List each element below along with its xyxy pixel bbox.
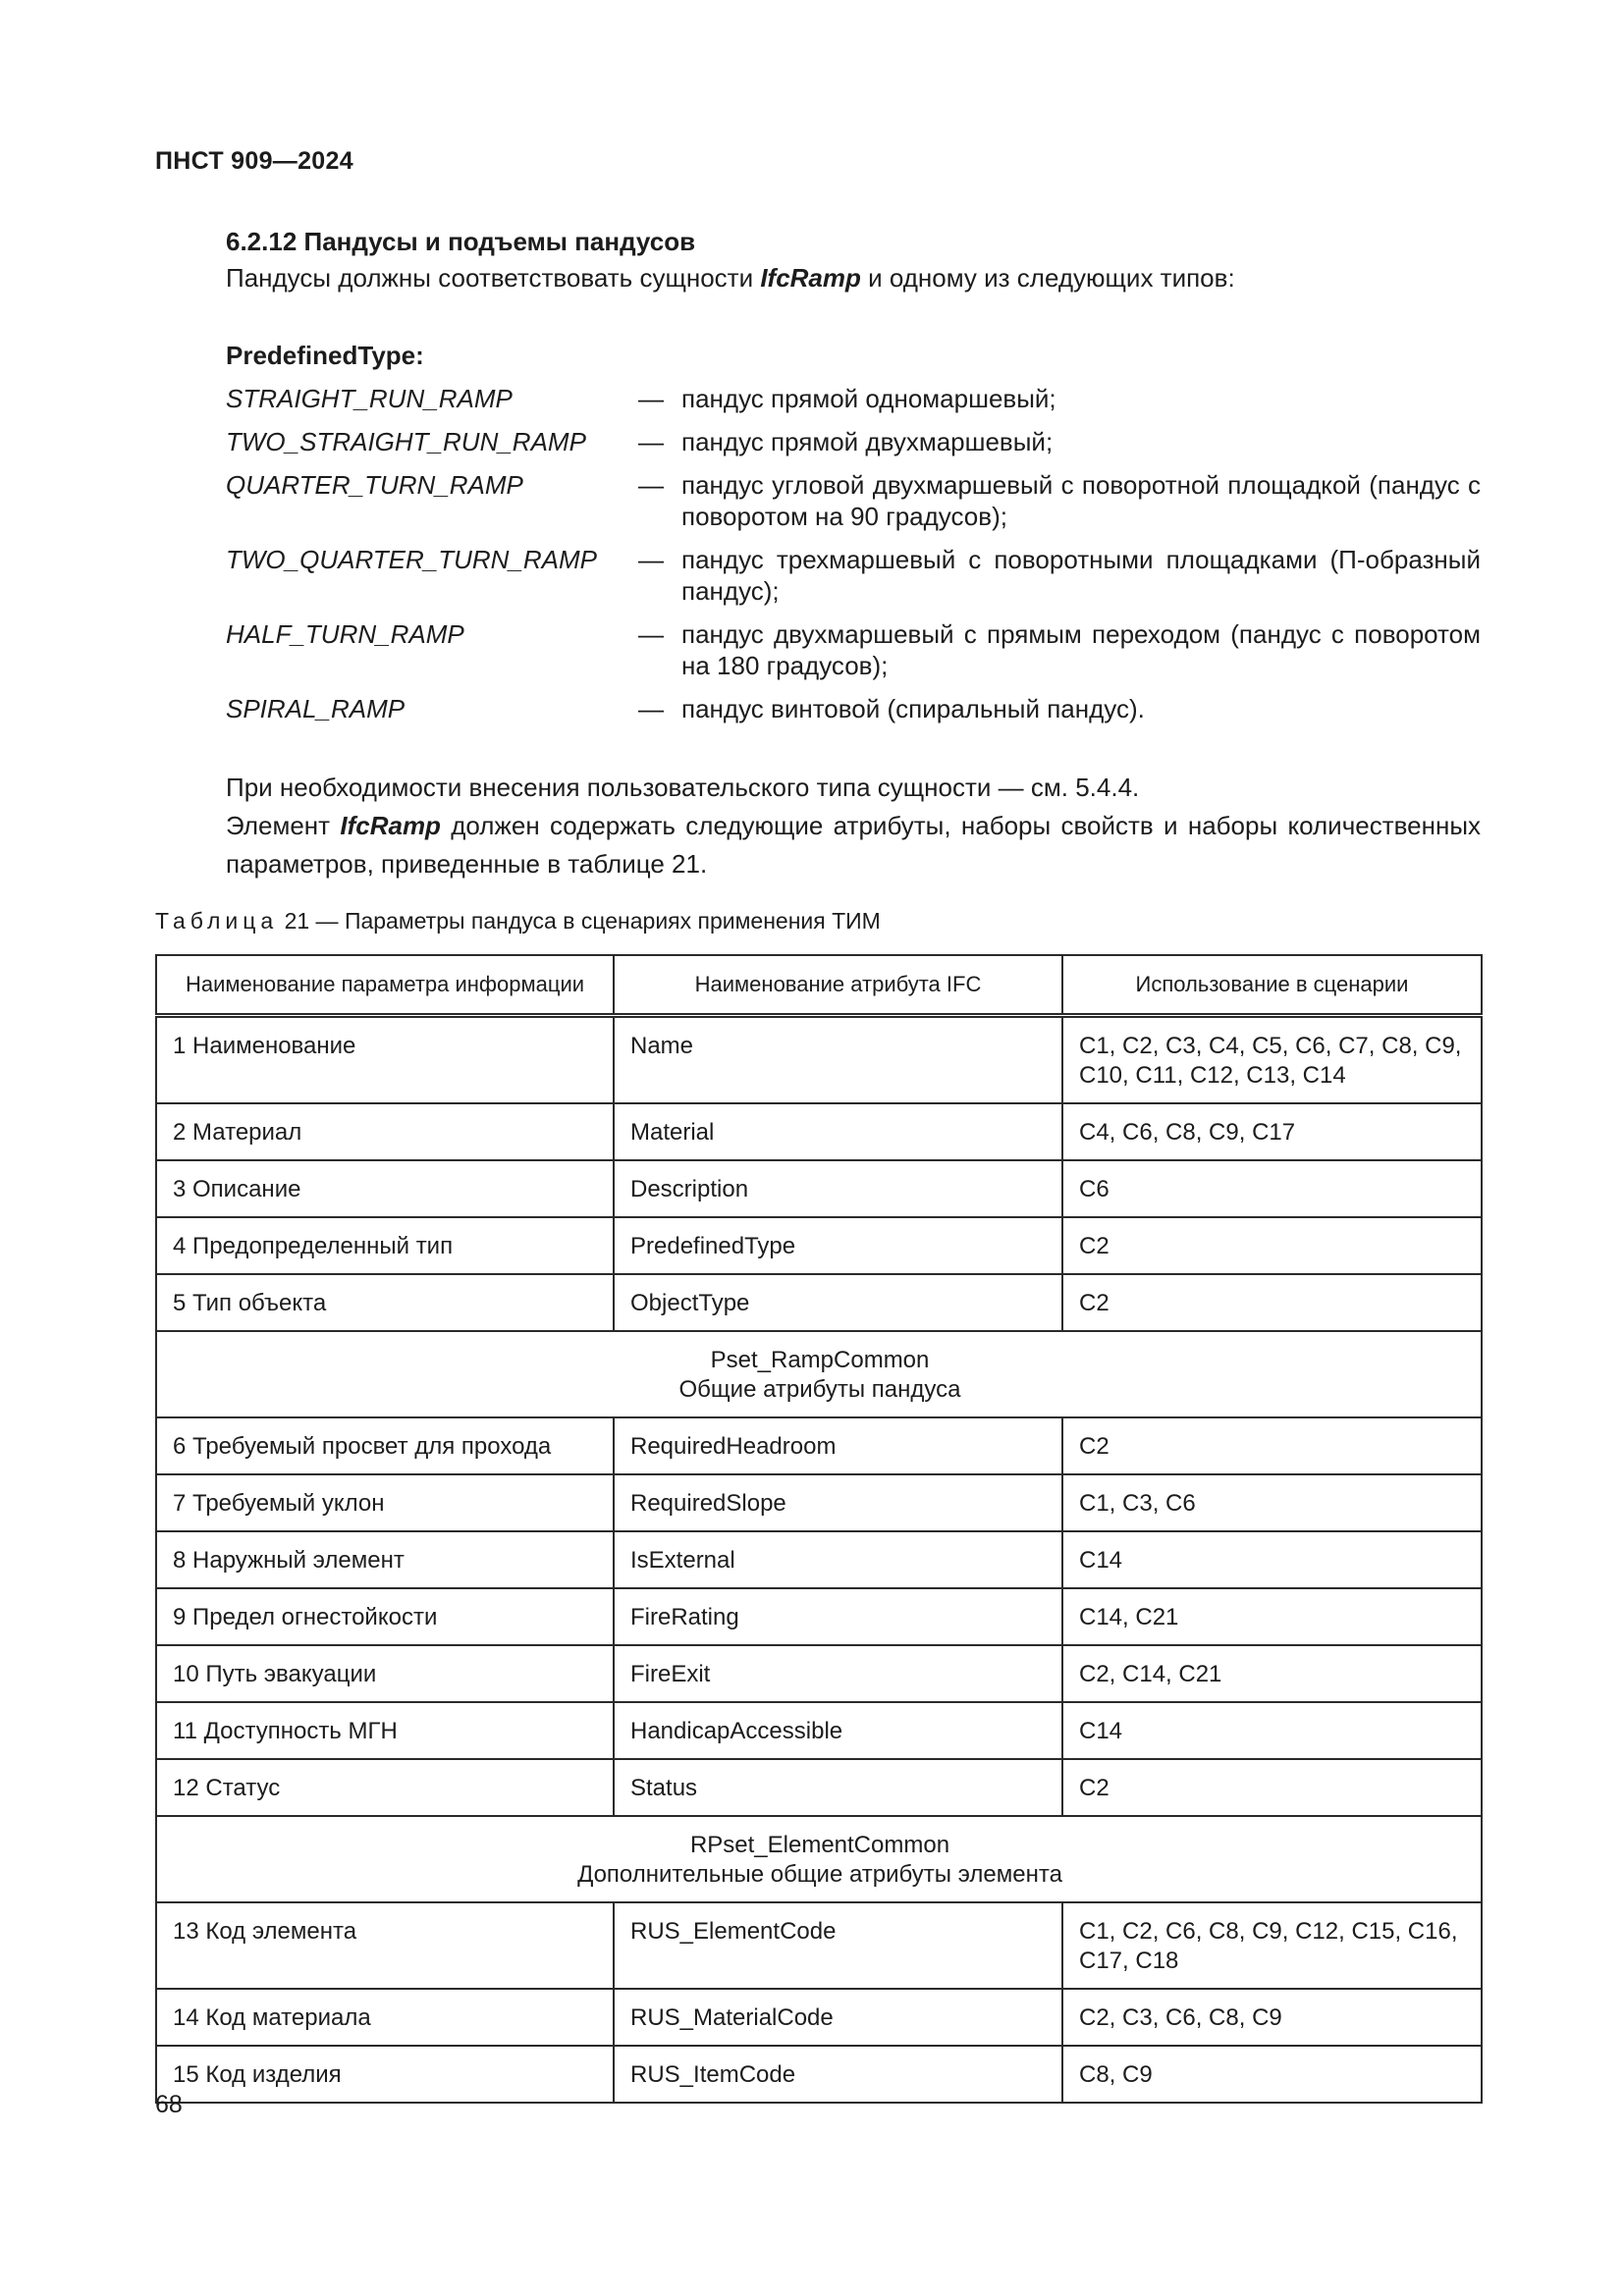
param-name-cell: 14 Код материала — [156, 1989, 614, 2046]
ifc-attribute-cell: RUS_ItemCode — [614, 2046, 1062, 2103]
entity-name: IfcRamp — [340, 811, 441, 840]
table-row — [156, 1274, 1482, 1331]
entity-name: IfcRamp — [760, 263, 861, 293]
param-name-cell: 2 Материал — [156, 1103, 614, 1160]
table-row — [156, 1902, 1482, 1989]
section-title: 6.2.12 Пандусы и подъемы пандусов — [226, 227, 696, 256]
ifc-attribute-cell: Description — [614, 1160, 1062, 1217]
ifc-attribute-cell: HandicapAccessible — [614, 1702, 1062, 1759]
parameters-table — [155, 954, 1483, 2104]
param-name-cell: 5 Тип объекта — [156, 1274, 614, 1331]
type-row — [226, 469, 1481, 532]
type-dash: — — [638, 384, 664, 413]
ifc-attribute-cell: ObjectType — [614, 1274, 1062, 1331]
intro-text-after: и одному из следующих типов: — [860, 263, 1235, 293]
type-name: TWO_STRAIGHT_RUN_RAMP — [226, 427, 586, 456]
type-description: пандус двухмаршевый с прямым переходом (пандус с поворотом на 180 градусов); — [681, 619, 1481, 680]
table-row — [156, 1417, 1482, 1474]
param-name-cell: 10 Путь эвакуации — [156, 1645, 614, 1702]
param-name-cell: 12 Статус — [156, 1759, 614, 1816]
section-intro — [226, 259, 1235, 296]
scenario-usage-cell: C2 — [1062, 1417, 1482, 1474]
type-name: TWO_QUARTER_TURN_RAMP — [226, 545, 598, 574]
param-name-cell: 8 Наружный элемент — [156, 1531, 614, 1588]
param-name-cell: 7 Требуемый уклон — [156, 1474, 614, 1531]
column-header: Наименование параметра информации — [156, 955, 614, 1016]
property-set-description: Общие атрибуты пандуса — [678, 1376, 961, 1403]
table-row — [156, 1217, 1482, 1274]
type-description: пандус трехмаршевый с поворотными площадками (П-образный пандус); — [681, 545, 1481, 606]
table-row — [156, 1702, 1482, 1759]
scenario-usage-cell: C14 — [1062, 1702, 1482, 1759]
column-header: Наименование атрибута IFC — [614, 955, 1062, 1016]
ifc-attribute-cell: RUS_MaterialCode — [614, 1989, 1062, 2046]
type-dash: — — [638, 470, 664, 500]
scenario-usage-cell: C1, C2, C3, C4, C5, C6, C7, C8, C9, C10, C11, C12, C13, C14 — [1062, 1016, 1482, 1104]
param-name-cell: 6 Требуемый просвет для прохода — [156, 1417, 614, 1474]
type-row — [226, 693, 1481, 724]
table-caption-text: 21 — Параметры пандуса в сценариях применения ТИМ — [278, 908, 881, 934]
table-caption — [155, 908, 881, 934]
scenario-usage-cell: C2 — [1062, 1274, 1482, 1331]
body-paragraph-custom-type: При необходимости внесения пользовательского типа сущности — см. 5.4.4. — [226, 773, 1140, 802]
scenario-usage-cell: C2 — [1062, 1759, 1482, 1816]
table-row — [156, 1989, 1482, 2046]
scenario-usage-cell: C14 — [1062, 1531, 1482, 1588]
type-row — [226, 383, 1481, 414]
property-set-name: RPset_ElementCommon — [689, 1832, 950, 1858]
type-name: HALF_TURN_RAMP — [226, 619, 464, 649]
type-dash: — — [638, 545, 664, 574]
type-row — [226, 618, 1481, 681]
type-dash: — — [638, 619, 664, 649]
param-name-cell: 1 Наименование — [156, 1016, 614, 1104]
ifc-attribute-cell: PredefinedType — [614, 1217, 1062, 1274]
para2-text-before: Элемент — [226, 811, 341, 840]
param-name-cell: 11 Доступность МГН — [156, 1702, 614, 1759]
param-name-cell: 13 Код элемента — [156, 1902, 614, 1989]
type-dash: — — [638, 694, 664, 723]
ifc-attribute-cell: RequiredSlope — [614, 1474, 1062, 1531]
param-name-cell: 4 Предопределенный тип — [156, 1217, 614, 1274]
scenario-usage-cell: C14, C21 — [1062, 1588, 1482, 1645]
para2-text-after: должен содержать следующие атрибуты, наборы свойств и наборы количественных параметров, приведенные в таблице 21. — [226, 811, 1482, 879]
table-row — [156, 1645, 1482, 1702]
ifc-attribute-cell: FireRating — [614, 1588, 1062, 1645]
property-set-group-cell — [156, 1816, 1482, 1902]
body-paragraph-attributes — [226, 807, 1481, 883]
document-code-header: ПНСТ 909—2024 — [155, 147, 353, 175]
type-name: STRAIGHT_RUN_RAMP — [226, 384, 513, 413]
property-set-description: Дополнительные общие атрибуты элемента — [577, 1861, 1062, 1888]
type-name: QUARTER_TURN_RAMP — [226, 470, 523, 500]
table-row — [156, 1103, 1482, 1160]
type-description: пандус угловой двухмаршевый с поворотной площадкой (пандус с поворотом на 90 градусов); — [681, 470, 1481, 531]
table-row — [156, 1016, 1482, 1104]
ifc-attribute-cell: IsExternal — [614, 1531, 1062, 1588]
body-text — [226, 769, 1481, 883]
scenario-usage-cell: C1, C2, C6, C8, C9, C12, C15, C16, C17, C18 — [1062, 1902, 1482, 1989]
table-row — [156, 1588, 1482, 1645]
scenario-usage-cell: C2 — [1062, 1217, 1482, 1274]
predefined-type-heading: PredefinedType: — [226, 341, 424, 370]
type-dash: — — [638, 427, 664, 456]
type-row — [226, 544, 1481, 607]
column-header: Использование в сценарии — [1062, 955, 1482, 1016]
table-header-row — [156, 955, 1482, 1016]
page-number: 68 — [155, 2091, 183, 2118]
ifc-attribute-cell: Material — [614, 1103, 1062, 1160]
scenario-usage-cell: C8, C9 — [1062, 2046, 1482, 2103]
type-description: пандус прямой одномаршевый; — [681, 384, 1056, 413]
table-caption-word: Таблица — [155, 908, 279, 934]
ifc-attribute-cell: FireExit — [614, 1645, 1062, 1702]
type-name: SPIRAL_RAMP — [226, 694, 406, 723]
table-row — [156, 1531, 1482, 1588]
table-row — [156, 1160, 1482, 1217]
param-name-cell: 9 Предел огнестойкости — [156, 1588, 614, 1645]
predefined-type-list — [226, 383, 1481, 736]
scenario-usage-cell: C6 — [1062, 1160, 1482, 1217]
scenario-usage-cell: C2, C3, C6, C8, C9 — [1062, 1989, 1482, 2046]
scenario-usage-cell: C1, C3, C6 — [1062, 1474, 1482, 1531]
type-description: пандус прямой двухмаршевый; — [681, 427, 1054, 456]
scenario-usage-cell: C4, C6, C8, C9, C17 — [1062, 1103, 1482, 1160]
property-set-group-row — [156, 1331, 1482, 1417]
intro-text-before: Пандусы должны соответствовать сущности — [226, 263, 761, 293]
table-row — [156, 2046, 1482, 2103]
table-row — [156, 1474, 1482, 1531]
property-set-group-row — [156, 1816, 1482, 1902]
scenario-usage-cell: C2, C14, C21 — [1062, 1645, 1482, 1702]
ifc-attribute-cell: Name — [614, 1016, 1062, 1104]
param-name-cell: 15 Код изделия — [156, 2046, 614, 2103]
ifc-attribute-cell: RUS_ElementCode — [614, 1902, 1062, 1989]
property-set-name: Pset_RampCommon — [710, 1347, 930, 1373]
table-row — [156, 1759, 1482, 1816]
ifc-attribute-cell: Status — [614, 1759, 1062, 1816]
type-row — [226, 426, 1481, 457]
ifc-attribute-cell: RequiredHeadroom — [614, 1417, 1062, 1474]
type-description: пандус винтовой (спиральный пандус). — [681, 694, 1145, 723]
property-set-group-cell — [156, 1331, 1482, 1417]
param-name-cell: 3 Описание — [156, 1160, 614, 1217]
